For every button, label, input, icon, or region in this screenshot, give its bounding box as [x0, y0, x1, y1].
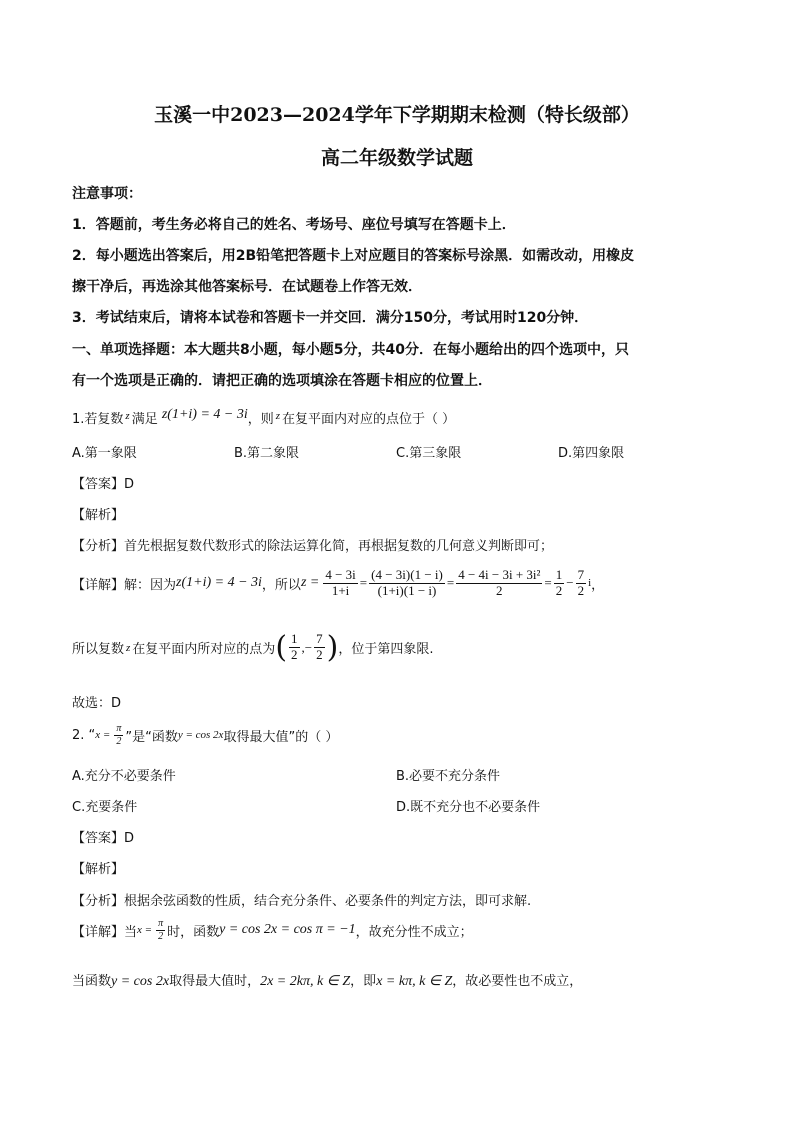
q1-option-b: B.第二象限: [234, 446, 300, 461]
fraction: $\frac{1}{2}$: [291, 631, 298, 662]
fraction: $\frac{(4 - 3i)(1 - i)}{(1+i)(1 - i)}$: [371, 567, 443, 598]
q1-stem: 1.若复数 $^z$ 满足 z(1+i) = 4 − 3i，则 $^z$ 在复平面内对应的点位于（ ）: [72, 407, 456, 427]
fraction: $\frac{\pi}{2}$: [158, 918, 164, 942]
note-item: 擦干净后，再选涂其他答案标号．在试题卷上作答无效．: [72, 279, 422, 295]
q1-option-c: C.第三象限: [396, 446, 462, 461]
q1-answer: 【答案】D: [72, 477, 135, 492]
note-item: 1．答题前，考生务必将自己的姓名、考场号、座位号填写在答题卡上．: [72, 217, 516, 233]
q1-point-line: 所以复数 z 在复平面内所对应的点为 ( $\frac{1}{2}$ ,− $\frac{7}{2}$ ) ，位于第四象限.: [72, 630, 434, 665]
fraction: $\frac{\pi}{2}$: [116, 723, 122, 747]
q2-option-c: C.充要条件: [72, 800, 138, 815]
q2-detail: 【详解】当 x = $\frac{\pi}{2}$ 时，函数 y = cos 2x = cos π = −1 ，故充分性不成立；: [72, 918, 473, 942]
q1-option-a: A.第一象限: [72, 446, 137, 461]
q2-option-a: A.充分不必要条件: [72, 769, 176, 784]
q1-fenxi: 【分析】首先根据复数代数形式的除法运算化简，再根据复数的几何意义判断即可；: [72, 539, 554, 554]
fraction: $\frac{\text{4 − 4i − 3i + 3i²}}{2}$: [458, 567, 541, 598]
fraction: $\frac{1}{2}$: [555, 567, 563, 598]
fraction: $\frac{7}{2}$: [316, 631, 323, 662]
q1-detail: 【详解】解：因为 z(1+i) = 4 − 3i ，所以 z = $\frac{4 - 3i}{1+i}$ = $\frac{(4 - 3i)(1 - i)}{(1+i)(1 - i)}$ = $\frac{\text{4 − 4i − 3i + 3i²}}{2}$ = $\frac{1}{2}$ − $\frac{7}{2}$ i ，: [72, 567, 605, 598]
q2-option-b: B.必要不充分条件: [396, 769, 501, 784]
section-heading-cont: 有一个选项是正确的．请把正确的选项填涂在答题卡相应的位置上．: [72, 373, 492, 389]
exam-title: 玉溪一中2023—2024学年下学期期末检测（特长级部）: [154, 104, 640, 126]
q2-option-d: D.既不充分也不必要条件: [396, 800, 541, 815]
notes-heading: 注意事项：: [72, 186, 142, 202]
q1-option-d: D.第四象限: [558, 446, 625, 461]
q2-analysis-label: 【解析】: [72, 862, 125, 877]
q2-answer: 【答案】D: [72, 831, 135, 846]
fraction: $\frac{7}{2}$: [577, 567, 585, 598]
q1-analysis-label: 【解析】: [72, 508, 125, 523]
note-item: 2．每小题选出答案后，用2B铅笔把答题卡上对应题目的答案标号涂黑．如需改动，用橡皮: [72, 248, 635, 264]
exam-subtitle: 高二年级数学试题: [320, 147, 473, 169]
section-heading: 一、单项选择题：本大题共8小题，每小题5分，共40分．在每小题给出的四个选项中，只: [72, 342, 629, 358]
fraction: $\frac{4 - 3i}{1+i}$: [325, 567, 356, 598]
q2-stem: 2. “ x = $\frac{\pi}{2}$ ”是“函数 y = cos 2x 取得最大值”的（ ）: [72, 723, 339, 747]
q2-last-line: 当函数y = cos 2x取得最大值时，2x = 2kπ, k ∈ Z，即x = kπ, k ∈ Z，故必要性也不成立，: [72, 974, 583, 989]
q1-choice: 故选：D: [72, 696, 122, 711]
q2-fenxi: 【分析】根据余弦函数的性质，结合充分条件、必要条件的判定方法，即可求解.: [72, 894, 532, 909]
note-item: 3．考试结束后，请将本试卷和答题卡一并交回．满分150分，考试用时120分钟．: [72, 310, 589, 326]
